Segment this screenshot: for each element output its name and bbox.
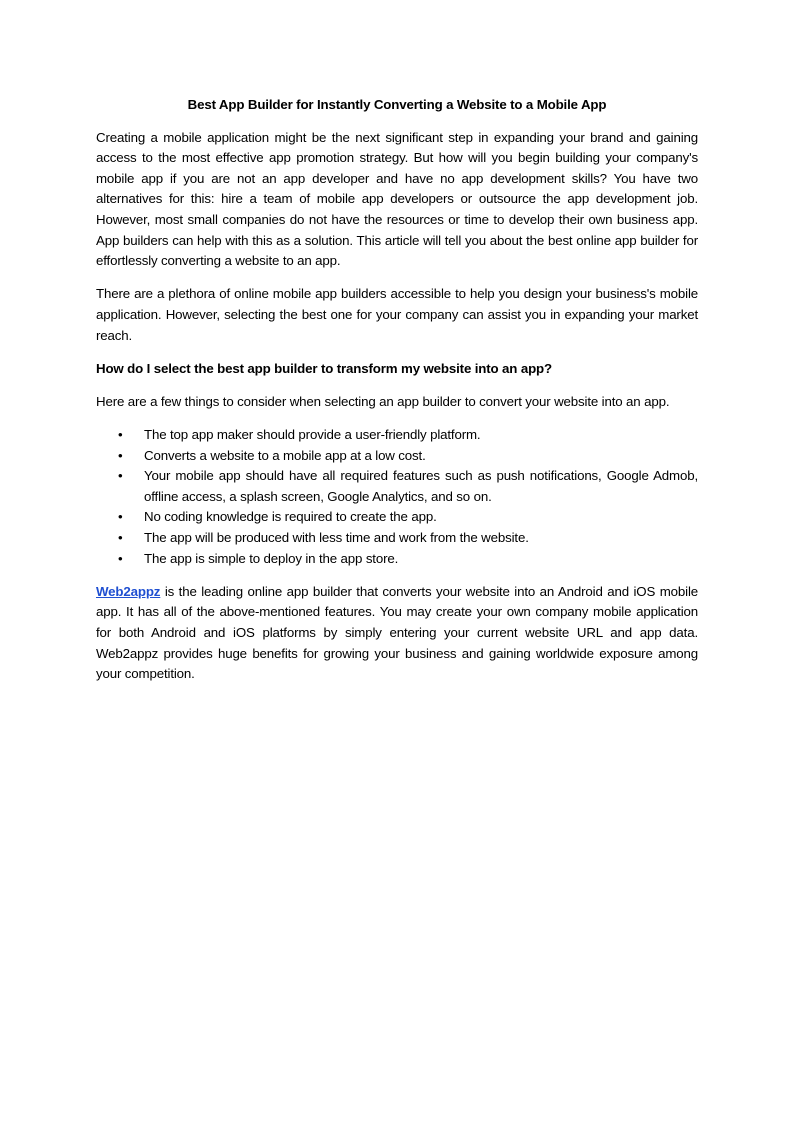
question-heading: How do I select the best app builder to transform my website into an app? bbox=[96, 360, 552, 376]
bullet-icon: • bbox=[118, 427, 123, 443]
list-intro: Here are a few things to consider when selecting an app builder to convert your website into an app. bbox=[96, 393, 670, 409]
closing-paragraph bbox=[96, 582, 698, 685]
second-paragraph: There are a plethora of online mobile app builders accessible to help you design your business's mobile application. However, selecting the best one for your company can assist you in expanding your market reach. bbox=[96, 286, 698, 343]
feature-list bbox=[96, 425, 698, 569]
list-item bbox=[96, 446, 698, 467]
list-item-text: No coding knowledge is required to create the app. bbox=[144, 509, 437, 525]
list-item bbox=[96, 507, 698, 528]
bullet-icon: • bbox=[118, 447, 123, 463]
bullet-icon: • bbox=[118, 509, 123, 525]
bullet-icon: • bbox=[118, 468, 123, 484]
closing-text: is the leading online app builder that converts your website into an Android and iOS mobile app. It has all of the above-mentioned features. You may create your own company mobile application for both Android and iOS platforms by simply entering your current website URL and app data. Web2appz provides huge benefits for growing your business and gaining worldwide exposure among your competition. bbox=[96, 583, 698, 682]
intro-paragraph: Creating a mobile application might be the next significant step in expanding your brand and gaining access to the most effective app promotion strategy. But how will you begin building your company's mobile app if you are not an app developer and have no app development skills? You have two alternatives for this: hire a team of mobile app developers or outsource the app development job. However, most small companies do not have the resources or time to develop their own business app. App builders can help with this as a solution. This article will tell you about the best online app builder for effortlessly converting a website to an app. bbox=[96, 129, 698, 269]
list-item-text: The app will be produced with less time and work from the website. bbox=[144, 530, 529, 546]
list-item-text: Converts a website to a mobile app at a low cost. bbox=[144, 447, 426, 463]
list-item-text: The app is simple to deploy in the app store. bbox=[144, 550, 399, 566]
list-item-text: Your mobile app should have all required features such as push notifications, Google Admob, offline access, a splash screen, Google Analytics, and so on. bbox=[144, 468, 698, 504]
bullet-icon: • bbox=[118, 550, 123, 566]
document-title: Best App Builder for Instantly Converting a Website to a Mobile App bbox=[187, 97, 607, 112]
document-page bbox=[96, 95, 698, 697]
list-item bbox=[96, 549, 698, 570]
list-item bbox=[96, 528, 698, 549]
list-item-text: The top app maker should provide a user-friendly platform. bbox=[144, 427, 481, 443]
web2appz-link[interactable]: Web2appz bbox=[96, 583, 161, 599]
list-item bbox=[96, 425, 698, 446]
list-item bbox=[96, 466, 698, 507]
bullet-icon: • bbox=[118, 530, 123, 546]
